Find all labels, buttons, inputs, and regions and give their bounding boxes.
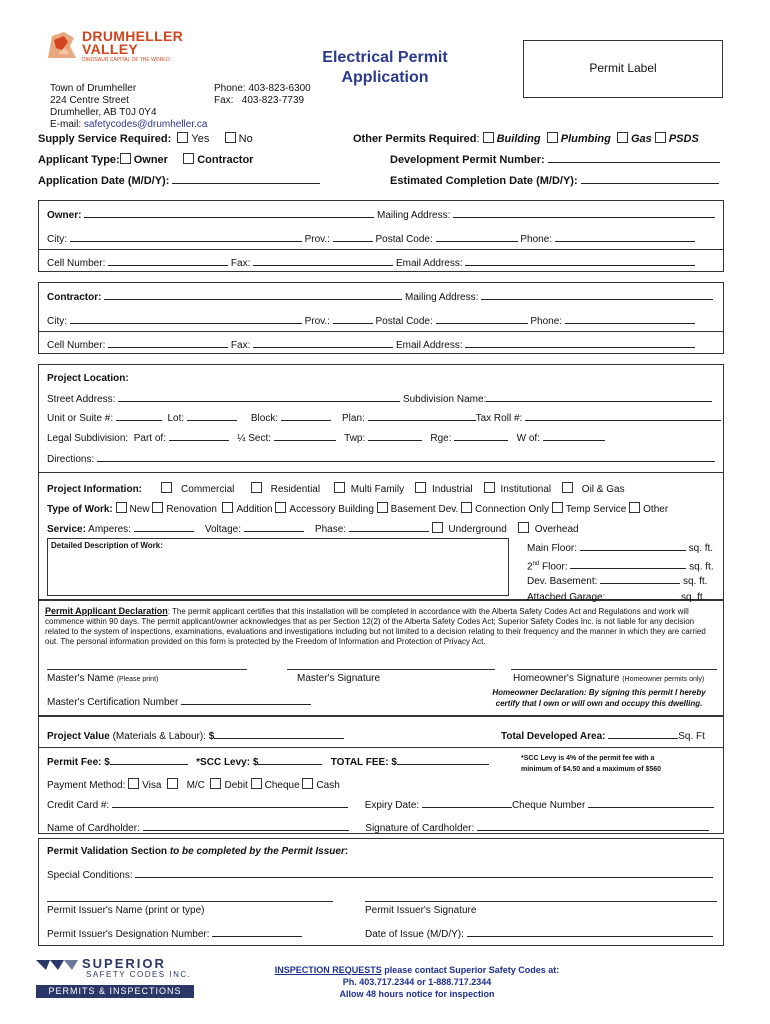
declaration-section	[38, 600, 724, 716]
cardholder-field[interactable]	[143, 821, 349, 831]
owner-mailing-field[interactable]	[453, 208, 715, 218]
plan-field[interactable]	[368, 411, 476, 421]
owner-checkbox[interactable]	[120, 153, 131, 164]
masters-name-line[interactable]	[47, 669, 247, 670]
logo-line2: VALLEY	[82, 41, 138, 57]
industrial-checkbox[interactable]	[415, 482, 426, 493]
overhead-label: Overhead	[534, 524, 579, 535]
cash-label: Cash	[316, 780, 340, 791]
type-of-work-label: Type of Work:	[47, 504, 113, 515]
owner-field[interactable]	[84, 208, 374, 218]
contractor-email-label: Email Address:	[395, 340, 463, 351]
homeowner-permits-label: (Homeowner permits only)	[622, 676, 705, 683]
contractor-section	[38, 282, 724, 354]
expiry-label: Expiry Date:	[364, 800, 420, 811]
quarter-sect-label: ¼ Sect:	[237, 433, 272, 444]
contractor-prov-label: Prov.:	[304, 316, 330, 327]
part-of-field[interactable]	[169, 431, 229, 441]
supply-service-label: Supply Service Required:	[38, 133, 172, 145]
multi-family-label: Multi Family	[350, 484, 405, 495]
contractor-postal-field[interactable]	[436, 314, 528, 324]
twp-field[interactable]	[368, 431, 422, 441]
cardholder-row	[47, 821, 717, 834]
issuer-sig-label: Permit Issuer's Signature	[365, 905, 477, 916]
payment-row	[47, 778, 717, 791]
contractor-row	[47, 290, 717, 303]
special-conditions-field[interactable]	[135, 868, 713, 878]
no-checkbox[interactable]	[225, 132, 236, 143]
payment-label: Payment Method:	[47, 780, 126, 791]
owner-email-label: Email Address:	[395, 258, 463, 269]
second-floor-sup: nd	[532, 560, 540, 567]
total-fee-field[interactable]	[397, 755, 489, 765]
validation-colon: :	[344, 846, 349, 857]
contractor-city-field[interactable]	[70, 314, 302, 324]
est-completion-label: Estimated Completion Date (M/D/Y):	[390, 175, 578, 187]
date-issue-label: Date of Issue (M/D/Y):	[365, 929, 464, 940]
validation-subtitle: to be completed by the Permit Issuer	[169, 846, 345, 857]
type-of-work-row	[47, 502, 717, 515]
directions-label: Directions:	[47, 454, 95, 465]
block-field[interactable]	[281, 411, 331, 421]
w-of-label: W of:	[516, 433, 540, 444]
street-row	[47, 392, 717, 405]
owner-city-label: City:	[47, 234, 67, 245]
legal-label: Legal Subdivision:	[47, 433, 129, 444]
owner-cell-label: Cell Number:	[47, 258, 106, 269]
institutional-label: Institutional	[500, 484, 552, 495]
renovation-label: Renovation	[166, 504, 217, 515]
app-date-label: Application Date (M/D/Y):	[38, 175, 170, 187]
cash-checkbox[interactable]	[302, 778, 313, 789]
contractor-postal-label: Postal Code:	[375, 316, 433, 327]
town-name: Town of Drumheller	[50, 83, 137, 94]
dev-permit-row	[390, 153, 720, 166]
block-label: Block:	[250, 413, 279, 424]
total-area-row	[501, 729, 705, 742]
directions-field[interactable]	[97, 452, 715, 462]
declaration-body: : The permit applicant certifies that this installation will be completed in accordance with the Alberta Safety Codes Act and Regulations and work will commence within 90 days. The permit applicant/owner acknowledges that as per Section 12(2) of the Alberta Safety Codes Act; Superior Safety Codes Inc. is not liable for any decision related to the system of inspections, examinations, evaluations and investigations including but not limited to a decision relating to their frequency and the manner in which they are carried out. The personal information provided on this form is protected by the Freedom of Information and Protection of Privacy Act.	[45, 607, 706, 646]
floor-areas	[527, 541, 717, 605]
accessory-checkbox[interactable]	[275, 502, 286, 513]
phase-field[interactable]	[349, 522, 429, 532]
town-email-row	[50, 119, 207, 131]
project-value-field[interactable]	[214, 729, 344, 739]
project-info-row	[47, 482, 717, 495]
inspection-notice: Allow 48 hours notice for inspection	[339, 989, 495, 999]
contractor-divider	[39, 331, 723, 332]
masters-cert-field[interactable]	[181, 695, 311, 705]
contractor-label: Contractor:	[47, 292, 102, 303]
temp-service-label: Temp Service	[565, 504, 627, 515]
owner-cell-row	[47, 256, 717, 269]
contractor-phone-field[interactable]	[565, 314, 695, 324]
mc-checkbox[interactable]	[167, 778, 178, 789]
fees-section	[38, 716, 724, 834]
town-address	[50, 83, 207, 131]
contractor-cell-row	[47, 338, 717, 351]
date-issue-row	[365, 927, 713, 940]
rge-field[interactable]	[454, 431, 508, 441]
yes-label: Yes	[191, 133, 210, 145]
owner-fax-label: Fax:	[230, 258, 251, 269]
psds-checkbox[interactable]	[655, 132, 666, 143]
scc-levy-dollar: $	[252, 757, 259, 768]
contractor-city-label: City:	[47, 316, 67, 327]
homeowner-decl-line2: certify that I own or will own and occupy this dwelling.	[495, 699, 703, 708]
town-phone-fax	[214, 83, 311, 107]
sqft-label: sq. ft.	[680, 591, 706, 603]
declaration-title: Permit Applicant Declaration	[45, 606, 168, 616]
unit-row	[47, 411, 717, 424]
visa-label: Visa	[142, 780, 162, 791]
underground-checkbox[interactable]	[432, 522, 443, 533]
contractor-mailing-label: Mailing Address:	[405, 292, 479, 303]
homeowner-sig-label-row	[513, 673, 704, 684]
declaration-text	[45, 606, 719, 647]
applicant-type-label: Applicant Type:	[38, 154, 120, 166]
commercial-label: Commercial	[181, 484, 235, 495]
overhead-checkbox[interactable]	[518, 522, 529, 533]
sq-ft-label: Sq. Ft	[678, 731, 705, 742]
legal-row	[47, 431, 717, 444]
gas-label: Gas	[630, 133, 652, 145]
twp-label: Twp:	[344, 433, 366, 444]
app-date-row	[38, 174, 320, 187]
contractor-phone-label: Phone:	[530, 316, 563, 327]
rge-label: Rge:	[430, 433, 452, 444]
owner-city-row	[47, 232, 717, 245]
contractor-field[interactable]	[104, 290, 402, 300]
special-conditions-row	[47, 868, 717, 881]
total-area-label: Total Developed Area	[501, 731, 603, 742]
owner-divider	[39, 249, 723, 250]
masters-cert-label: Master's Certification Number	[47, 697, 179, 708]
scc-levy-label: *SCC Levy:	[196, 757, 251, 768]
connection-checkbox[interactable]	[461, 502, 472, 513]
email-label: E-mail:	[50, 119, 82, 130]
homeowner-sig-label: Homeowner's Signature	[513, 673, 620, 684]
superior-wordmark: SUPERIOR	[82, 956, 166, 971]
page-title	[300, 48, 470, 88]
est-completion-field[interactable]	[581, 174, 719, 184]
dev-basement-label: Dev. Basement:	[527, 576, 598, 588]
dev-permit-field[interactable]	[548, 153, 720, 163]
contractor-email-field[interactable]	[465, 338, 695, 348]
owner-label: Owner	[133, 154, 168, 166]
validation-title: Permit Validation Section	[47, 846, 168, 857]
yes-checkbox[interactable]	[177, 132, 188, 143]
main-floor-row	[527, 541, 717, 557]
gas-checkbox[interactable]	[617, 132, 628, 143]
dev-basement-field[interactable]	[600, 574, 680, 584]
attached-garage-label: Attached Garage:	[527, 591, 606, 603]
other-label: Other	[643, 504, 669, 515]
plan-label: Plan:	[342, 413, 365, 424]
owner-label: Owner:	[47, 210, 82, 221]
cheque-label: Cheque	[264, 780, 300, 791]
project-value-dollar: $	[208, 731, 215, 742]
total-area-colon: :	[602, 731, 606, 742]
applicant-type-row	[38, 153, 253, 166]
basement-label: Basement Dev.	[390, 504, 459, 515]
scc-levy-field[interactable]	[258, 755, 322, 765]
inspection-contact: please contact Superior Safety Codes at:	[381, 965, 560, 975]
service-row	[47, 522, 717, 535]
new-checkbox[interactable]	[116, 502, 127, 513]
basement-checkbox[interactable]	[377, 502, 388, 513]
owner-row	[47, 208, 717, 221]
dev-basement-row	[527, 574, 717, 590]
permits-inspections-banner: PERMITS & INSPECTIONS	[36, 985, 194, 998]
main-floor-label: Main Floor:	[527, 543, 578, 554]
est-completion-row	[390, 174, 719, 187]
masters-name-label: Master's Name	[47, 673, 114, 684]
tax-roll-label: Tax Roll #:	[475, 413, 523, 424]
psds-label: PSDS	[668, 133, 699, 145]
date-issue-field[interactable]	[467, 927, 713, 937]
no-label: No	[238, 133, 253, 145]
owner-mailing-label: Mailing Address:	[377, 210, 451, 221]
project-location-title: Project Location:	[47, 373, 129, 384]
service-label: Service:	[47, 524, 86, 535]
town-city: Drumheller, AB T0J 0Y4	[50, 107, 157, 118]
debit-checkbox[interactable]	[210, 778, 221, 789]
email-link[interactable]: safetycodes@drumheller.ca	[83, 119, 208, 130]
tax-roll-field[interactable]	[525, 411, 721, 421]
contractor-cell-label: Cell Number:	[47, 340, 106, 351]
inspection-phone: Ph. 403.717.2344 or 1-888.717.2344	[342, 977, 492, 987]
street-label: Street Address:	[47, 394, 116, 405]
superior-logo	[36, 956, 196, 1000]
permit-fee-dollar: $	[104, 757, 110, 768]
debit-label: Debit	[224, 780, 248, 791]
app-date-field[interactable]	[172, 174, 320, 184]
owner-phone-field[interactable]	[555, 232, 695, 242]
attached-garage-field[interactable]	[608, 590, 678, 600]
residential-label: Residential	[270, 484, 321, 495]
safety-codes-wordmark: SAFETY CODES INC.	[86, 970, 192, 979]
oil-gas-checkbox[interactable]	[562, 482, 573, 493]
issuer-name-label: Permit Issuer's Name (print or type)	[47, 905, 205, 916]
plumbing-label: Plumbing	[560, 133, 611, 145]
second-floor-num: 2	[527, 560, 533, 572]
connection-label: Connection Only	[475, 504, 550, 515]
detailed-description-box[interactable]	[47, 538, 509, 596]
dinosaur-logo-icon	[44, 28, 80, 64]
homeowner-decl-line1: Homeowner Declaration: By signing this permit I hereby	[492, 688, 706, 697]
validation-section	[38, 838, 724, 946]
subdivision-field[interactable]	[486, 392, 712, 402]
title-line1: Electrical Permit	[322, 49, 448, 66]
second-floor-field[interactable]	[570, 559, 686, 569]
sqft-label: sq. ft.	[689, 560, 714, 572]
permit-label-text: Permit Label	[589, 61, 657, 75]
supply-service-row	[38, 132, 253, 145]
masters-sig-line[interactable]	[287, 669, 495, 670]
logo-tagline: DINOSAUR CAPITAL OF THE WORLD	[82, 57, 170, 63]
contractor-prov-field[interactable]	[333, 314, 373, 324]
institutional-checkbox[interactable]	[484, 482, 495, 493]
owner-city-field[interactable]	[70, 232, 302, 242]
part-of-label: Part of:	[133, 433, 166, 444]
fax-label: Fax:	[214, 95, 234, 106]
town-phone: Phone: 403-823-6300	[214, 83, 311, 94]
building-checkbox[interactable]	[483, 132, 494, 143]
second-floor-label: Floor:	[542, 560, 568, 572]
second-floor-row	[527, 557, 717, 575]
voltage-label: Voltage:	[204, 524, 242, 535]
accessory-label: Accessory Building	[289, 504, 374, 515]
homeowner-sig-line[interactable]	[511, 669, 717, 670]
contractor-label: Contractor	[197, 154, 254, 166]
title-line2: Application	[341, 69, 429, 86]
fees-divider	[39, 747, 723, 748]
other-permits-colon: :	[476, 133, 480, 145]
contractor-city-row	[47, 314, 717, 327]
owner-section	[38, 200, 724, 272]
other-permits-row	[353, 132, 699, 145]
permit-fee-field[interactable]	[110, 755, 188, 765]
oil-gas-label: Oil & Gas	[581, 484, 625, 495]
unit-label: Unit or Suite #:	[47, 413, 114, 424]
multi-family-checkbox[interactable]	[334, 482, 345, 493]
project-value-label: Project Value	[47, 731, 110, 742]
cheque-number-label: Cheque Number	[511, 800, 586, 811]
street-field[interactable]	[118, 392, 400, 402]
contractor-mailing-field[interactable]	[481, 290, 713, 300]
dev-permit-label: Development Permit Number:	[390, 154, 545, 166]
lot-field[interactable]	[187, 411, 237, 421]
cheque-checkbox[interactable]	[251, 778, 262, 789]
owner-email-field[interactable]	[465, 256, 695, 266]
logo	[44, 28, 194, 70]
amperes-field[interactable]	[134, 522, 194, 532]
town-fax-row	[214, 95, 311, 107]
w-of-field[interactable]	[543, 431, 605, 441]
masters-name-label-row	[47, 673, 158, 684]
logo-line1: DRUMHELLER	[82, 28, 183, 44]
location-divider	[39, 472, 723, 473]
cheque-number-field[interactable]	[588, 798, 714, 808]
visa-checkbox[interactable]	[128, 778, 139, 789]
main-floor-field[interactable]	[580, 541, 686, 551]
issuer-name-line[interactable]	[47, 901, 333, 902]
total-fee-dollar: $	[391, 757, 397, 768]
owner-postal-label: Postal Code:	[375, 234, 433, 245]
homeowner-declaration	[479, 687, 719, 709]
contractor-checkbox[interactable]	[183, 153, 194, 164]
new-label: New	[129, 504, 150, 515]
owner-fax-field[interactable]	[253, 256, 393, 266]
inspection-line1	[232, 964, 602, 976]
masters-cert-row	[47, 695, 311, 708]
mc-label: M/C	[186, 780, 205, 791]
quarter-sect-field[interactable]	[274, 431, 336, 441]
addition-label: Addition	[236, 504, 273, 515]
subdivision-label: Subdivision Name:	[402, 394, 487, 405]
please-print-label: (Please print)	[116, 676, 159, 683]
special-conditions-label: Special Conditions:	[47, 870, 133, 881]
voltage-field[interactable]	[244, 522, 304, 532]
phase-label: Phase:	[314, 524, 347, 535]
project-info-label: Project Information:	[47, 484, 143, 495]
cardholder-label: Name of Cardholder:	[47, 823, 140, 834]
validation-title-row	[47, 846, 717, 857]
detailed-description-label: Detailed Description of Work:	[51, 541, 163, 550]
building-label: Building	[496, 133, 541, 145]
inspection-requests	[232, 964, 602, 1000]
designation-field[interactable]	[212, 927, 302, 937]
expiry-field[interactable]	[422, 798, 512, 808]
renovation-checkbox[interactable]	[152, 502, 163, 513]
superior-swoosh-icon	[36, 958, 78, 972]
credit-card-row	[47, 798, 717, 811]
credit-card-field[interactable]	[112, 798, 348, 808]
inspection-requests-label: INSPECTION REQUESTS	[274, 965, 382, 975]
levy-note	[521, 753, 661, 775]
town-street: 224 Centre Street	[50, 95, 129, 106]
permit-fee-label: Permit Fee:	[47, 757, 102, 768]
levy-note-line2: minimum of $4.50 and a maximum of $560	[521, 766, 662, 773]
sqft-label: sq. ft.	[688, 543, 714, 554]
contractor-fax-label: Fax:	[230, 340, 251, 351]
owner-postal-field[interactable]	[436, 232, 518, 242]
industrial-label: Industrial	[432, 484, 473, 495]
residential-checkbox[interactable]	[251, 482, 262, 493]
issuer-sig-line[interactable]	[365, 901, 717, 902]
amperes-label: Amperes:	[88, 524, 131, 535]
contractor-cell-field[interactable]	[108, 338, 228, 348]
underground-label: Underground	[448, 524, 507, 535]
town-fax: 403-823-7739	[241, 95, 305, 106]
total-fee-label: TOTAL FEE:	[330, 757, 389, 768]
lot-label: Lot:	[167, 413, 185, 424]
sqft-label: sq. ft.	[682, 576, 708, 588]
owner-cell-field[interactable]	[108, 256, 228, 266]
owner-prov-label: Prov.:	[304, 234, 330, 245]
levy-note-line1: *SCC Levy is 4% of the permit fee with a	[521, 755, 655, 762]
total-area-field[interactable]	[608, 729, 678, 739]
commercial-checkbox[interactable]	[161, 482, 172, 493]
owner-prov-field[interactable]	[333, 232, 373, 242]
other-permits-label: Other Permits Required	[353, 133, 477, 145]
materials-label: (Materials & Labour):	[112, 731, 206, 742]
addition-checkbox[interactable]	[222, 502, 233, 513]
permit-label-box	[523, 40, 723, 98]
cardholder-sig-label: Signature of Cardholder:	[365, 823, 475, 834]
directions-row	[47, 452, 717, 465]
temp-service-checkbox[interactable]	[552, 502, 563, 513]
cardholder-sig-field[interactable]	[477, 821, 709, 831]
contractor-fax-field[interactable]	[253, 338, 393, 348]
credit-card-label: Credit Card #:	[47, 800, 110, 811]
owner-phone-label: Phone:	[520, 234, 553, 245]
project-section	[38, 364, 724, 603]
other-checkbox[interactable]	[629, 502, 640, 513]
designation-label: Permit Issuer's Designation Number:	[47, 929, 210, 940]
unit-field[interactable]	[116, 411, 162, 421]
masters-sig-label: Master's Signature	[297, 673, 381, 684]
plumbing-checkbox[interactable]	[547, 132, 558, 143]
